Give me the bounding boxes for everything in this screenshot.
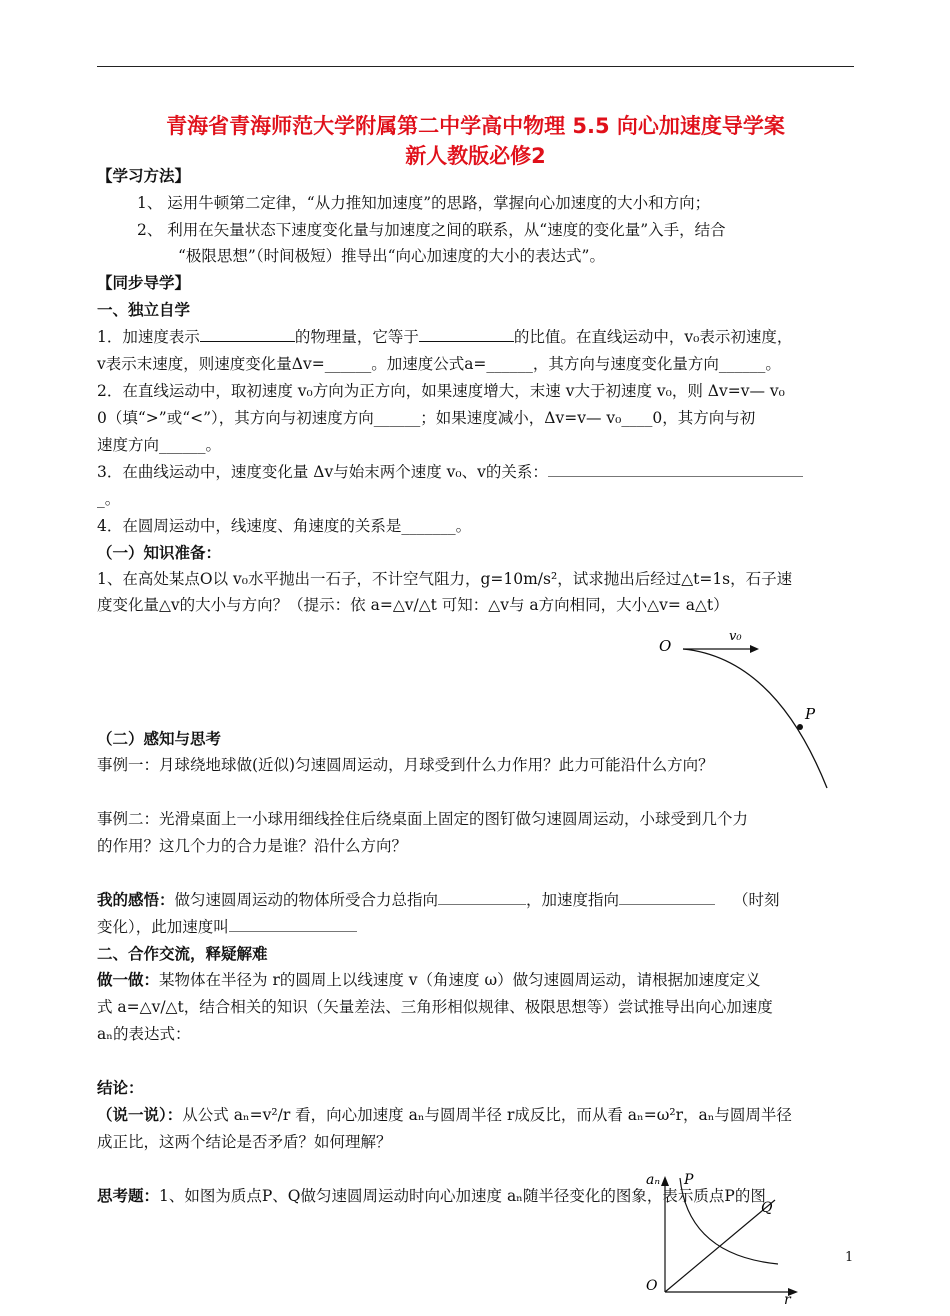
q1-text-b: 的物理量，它等于 xyxy=(294,328,419,346)
feeling-blank-2[interactable] xyxy=(619,888,715,905)
section-heading-two: 二、合作交流，释疑解难 xyxy=(97,945,268,963)
try-it-line3: aₙ的表达式： xyxy=(97,1025,191,1043)
feeling-text-b: ，加速度指向 xyxy=(526,891,620,909)
my-feeling-line2 xyxy=(97,914,857,940)
question-3-line1 xyxy=(97,459,857,485)
method-item-1: 1、 运用牛顿第二定律，“从力推知加速度”的思路，掌握向心加速度的大小和方向； xyxy=(137,194,711,212)
feeling-text-d: 变化），此加速度叫 xyxy=(97,918,229,936)
question-4: 4．在圆周运动中，线速度、角速度的关系是_______。 xyxy=(97,517,472,535)
feeling-blank-1[interactable] xyxy=(438,888,526,905)
fig2-label-r: r xyxy=(784,1292,791,1306)
example-1: 事例一：月球绕地球做(近似)匀速圆周运动，月球受到什么力作用？此力可能沿什么方向？ xyxy=(97,756,714,774)
example-2-line2: 的作用？这几个力的合力是谁？沿什么方向？ xyxy=(97,837,408,855)
section-heading-one: 一、独立自学 xyxy=(97,301,191,319)
try-it-line1 xyxy=(97,967,857,993)
q3-text: 3．在曲线运动中，速度变化量 Δv与始末两个速度 v₀、v的关系： xyxy=(97,463,548,481)
question-2-line1: 2．在直线运动中，取初速度 v₀方向为正方向，如果速度增大，末速 v大于初速度 v₀，则 Δv=v— v₀ xyxy=(97,382,785,400)
conclusion-label: 结论： xyxy=(97,1079,144,1097)
fig2-label-q: Q xyxy=(761,1200,773,1216)
axis-arrow-up-icon xyxy=(661,1176,669,1186)
page-number: 1 xyxy=(845,1250,854,1265)
doc-title-line2: 新人教版必修2 xyxy=(405,144,546,168)
fig2-label-an: aₙ xyxy=(646,1172,661,1188)
q1-text-c: 的比值。在直线运动中，v₀表示初速度， xyxy=(513,328,793,346)
question-2-line2: 0（填“>”或“<”），其方向与初速度方向______；如果速度减小，Δv=v— v₀____0，其方向与初 xyxy=(97,409,756,427)
subheading-perceive-think: （二）感知与思考 xyxy=(97,730,222,748)
fig2-label-o: O xyxy=(646,1278,658,1294)
q3-blank[interactable] xyxy=(548,460,803,477)
try-it-label: 做一做： xyxy=(97,971,160,989)
feeling-label: 我的感悟： xyxy=(97,891,175,909)
q1-text-a: 1．加速度表示 xyxy=(97,328,200,346)
fig1-label-v0: v₀ xyxy=(729,629,742,644)
think-label: 思考题： xyxy=(97,1187,160,1205)
method-item-2-cont: “极限思想”（时间极短）推导出“向心加速度的大小的表达式”。 xyxy=(178,247,605,265)
top-rule xyxy=(97,66,854,67)
question-2-line3: 速度方向______。 xyxy=(97,436,222,454)
feeling-text-c: （时刻 xyxy=(733,891,780,909)
arrowhead-icon xyxy=(750,645,759,653)
subheading-knowledge-prep: （一）知识准备： xyxy=(97,544,222,562)
say-line1 xyxy=(97,1102,857,1128)
feeling-text-a: 做匀速圆周运动的物体所受合力总指向 xyxy=(174,891,439,909)
try-it-line2: 式 a=△v/△t，结合相关的知识（矢量差法、三角形相似规律、极限思想等）尝试推导出向心加速度 xyxy=(97,998,773,1016)
knowledge-1-line2: 度变化量△v的大小与方向？（提示：依 a=△v/△t 可知：△v与 a方向相同，大小△v= a△t） xyxy=(97,596,729,614)
line-q xyxy=(665,1200,775,1292)
section-heading-method: 【学习方法】 xyxy=(97,167,191,185)
my-feeling-line1 xyxy=(97,887,857,913)
section-heading-sync: 【同步导学】 xyxy=(97,274,191,292)
say-text-a: 从公式 aₙ=v²/r 看，向心加速度 aₙ与圆周半径 r成反比，而从看 aₙ=ω²r，aₙ与圆周半径 xyxy=(182,1106,792,1124)
q1-blank-2[interactable] xyxy=(419,325,514,342)
feeling-blank-3[interactable] xyxy=(229,915,357,932)
an-vs-r-graph xyxy=(640,1170,810,1306)
fig1-label-p: P xyxy=(805,705,816,723)
curve-p xyxy=(680,1178,778,1264)
fig2-label-p: P xyxy=(684,1172,694,1188)
example-2-line1: 事例二：光滑桌面上一小球用细线拴住后绕桌面上固定的图钉做匀速圆周运动，小球受到几个力 xyxy=(97,810,749,828)
say-label: （说一说）： xyxy=(97,1106,183,1124)
question-1-line1 xyxy=(97,324,857,350)
question-3-line2: _。 xyxy=(97,490,121,508)
try-it-text-a: 某物体在半径为 r的圆周上以线速度 v（角速度 ω）做匀速圆周运动，请根据加速度定义 xyxy=(159,971,761,989)
knowledge-1-line1: 1、在高处某点O以 v₀水平抛出一石子，不计空气阻力，g=10m/s²，试求抛出后经过△t=1s，石子速 xyxy=(97,570,793,588)
q1-blank-1[interactable] xyxy=(200,325,295,342)
fig1-label-o: O xyxy=(659,637,672,655)
doc-title-line1: 青海省青海师范大学附属第二中学高中物理 5.5 向心加速度导学案 xyxy=(166,114,785,138)
question-1-line2: v表示末速度，则速度变化量Δv=______。加速度公式a=______，其方向与速度变化量方向______。 xyxy=(97,355,781,373)
think-text-a: 1、如图为质点P、Q做匀速圆周运动时向心加速度 aₙ随半径变化的图象，表示质点P的图 xyxy=(159,1187,766,1205)
say-line2: 成正比，这两个结论是否矛盾？如何理解？ xyxy=(97,1133,392,1151)
method-item-2: 2、 利用在矢量状态下速度变化量与加速度之间的联系，从“速度的变化量”入手，结合 xyxy=(137,221,726,239)
